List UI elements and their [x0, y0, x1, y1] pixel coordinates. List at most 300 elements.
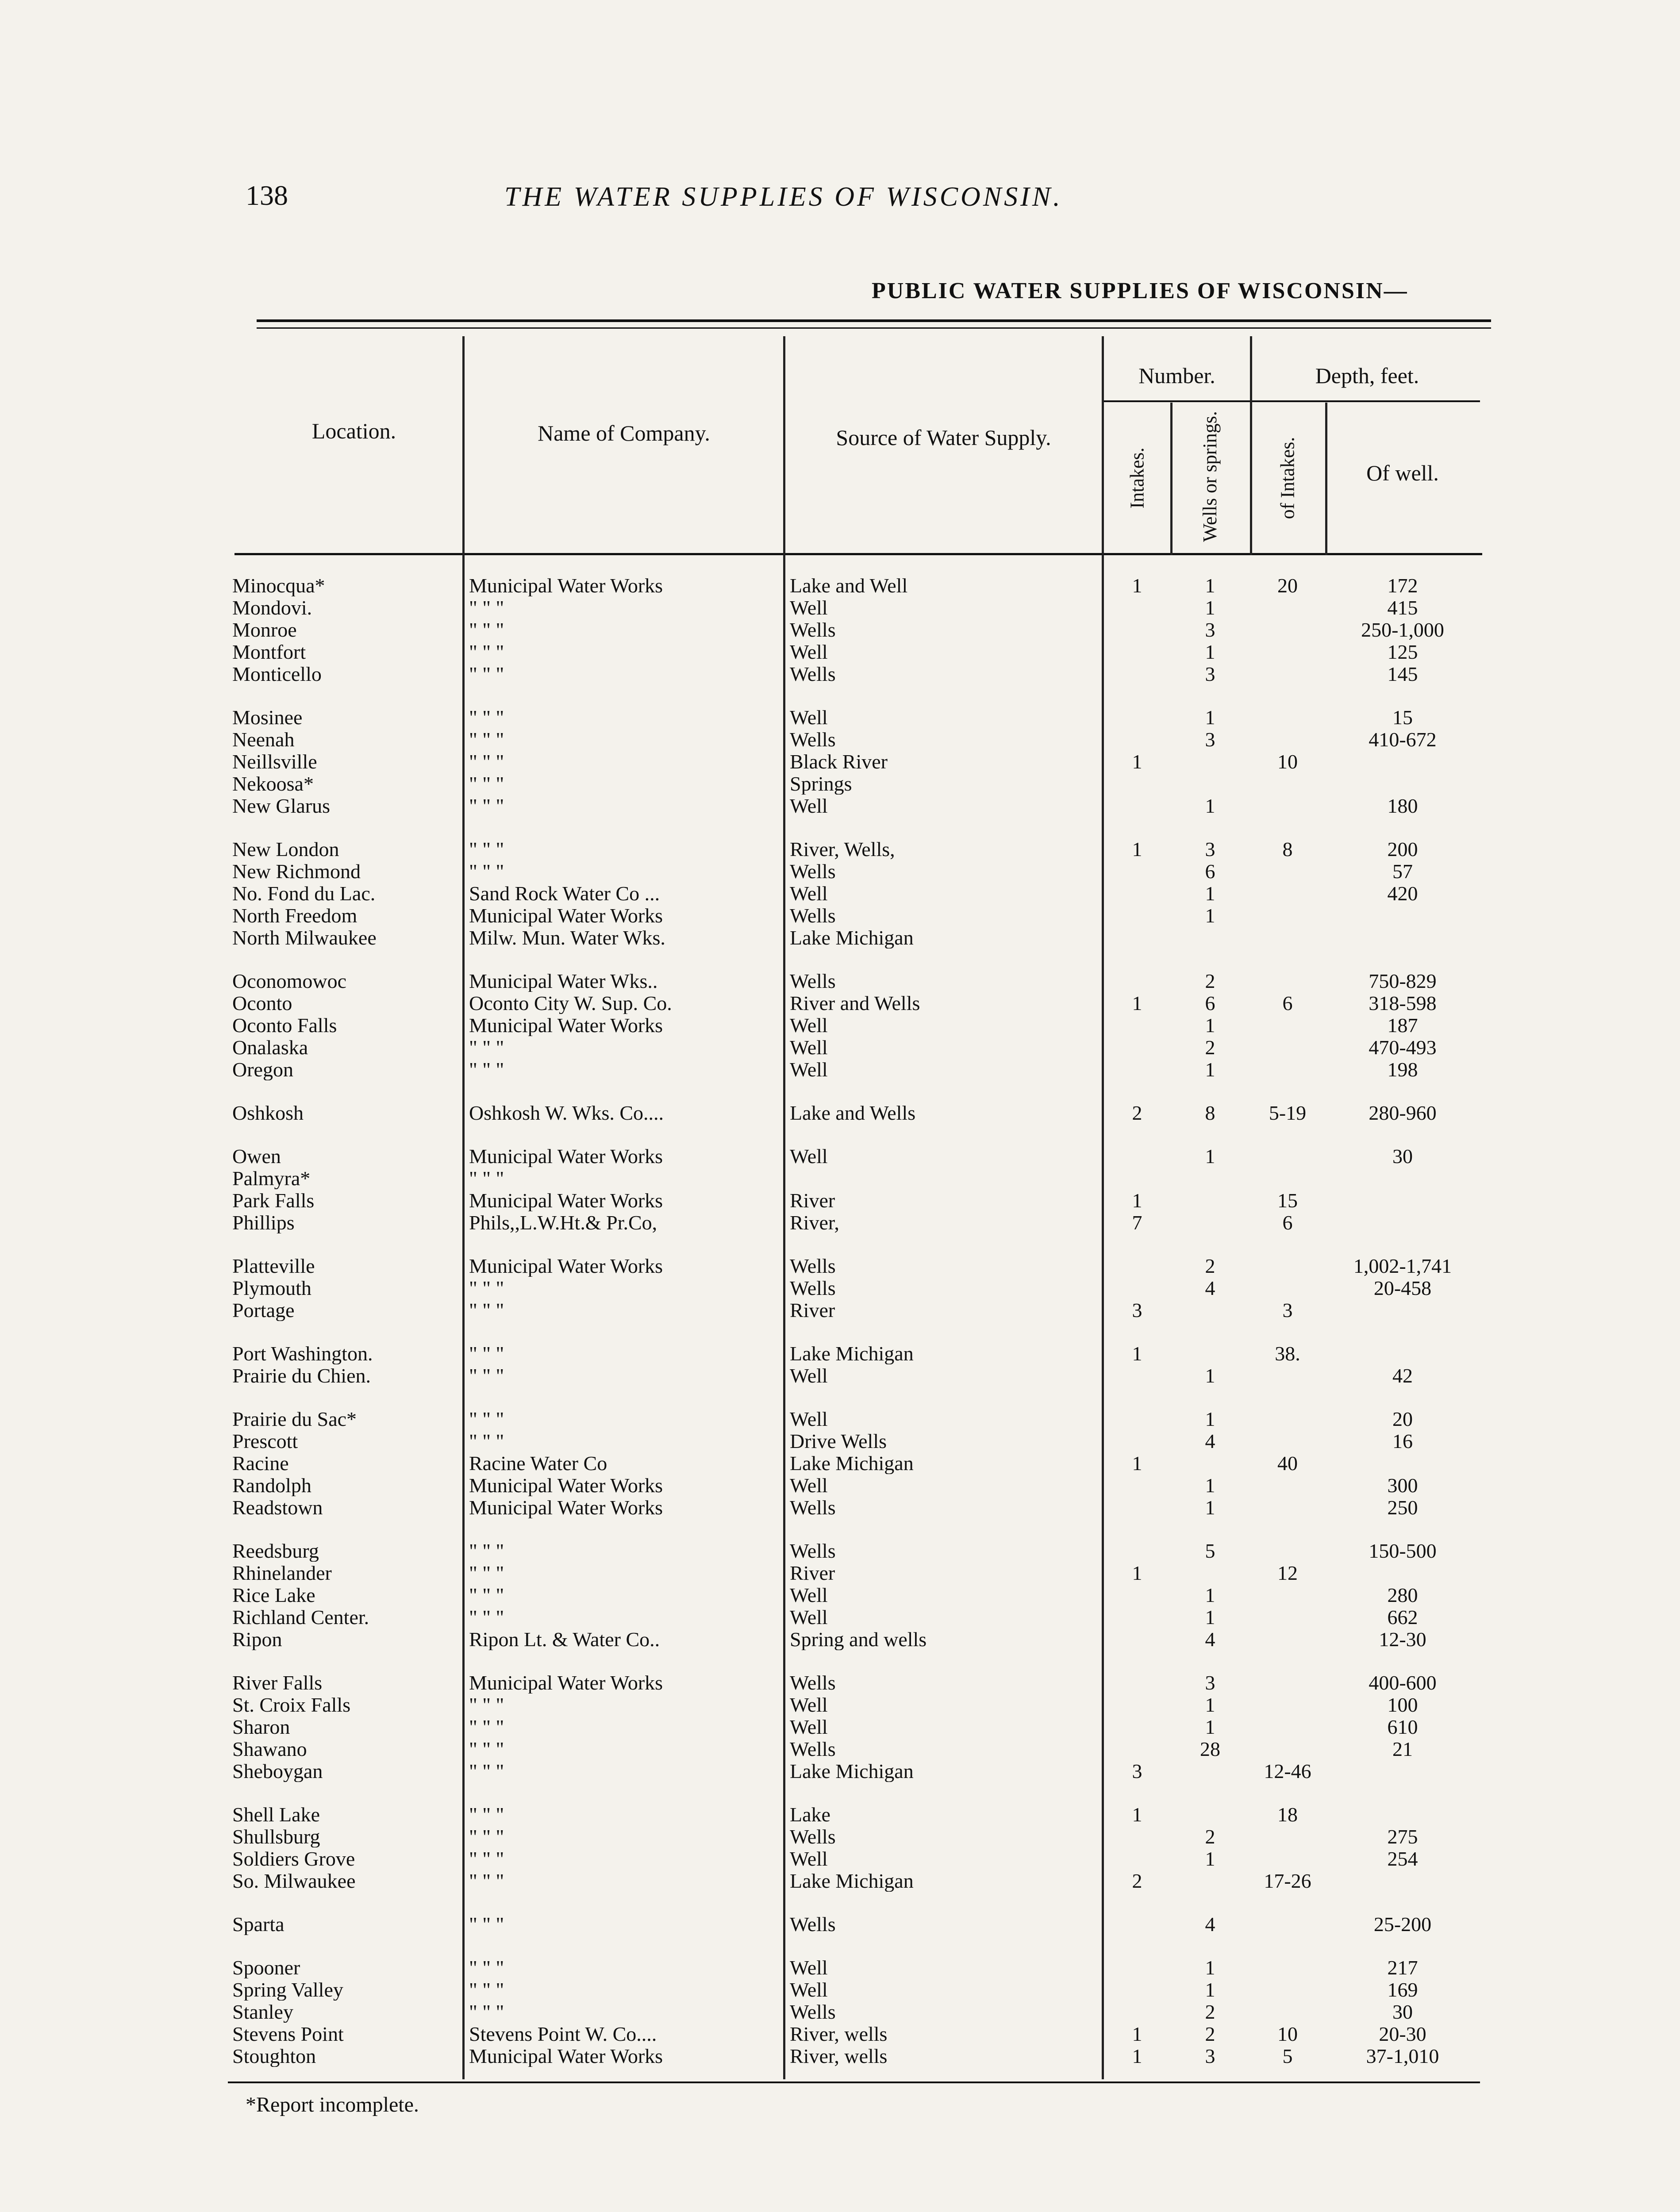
- table-row: [0, 1212, 1680, 1233]
- company-cell: Municipal Water Wks..: [469, 971, 658, 992]
- location-cell: Monroe: [232, 619, 297, 641]
- depth-intakes-cell: [1252, 1168, 1323, 1189]
- source-cell: River and Wells: [790, 993, 920, 1014]
- wells-cell: 1: [1205, 1979, 1215, 2001]
- depth-intakes-cell: [1252, 1979, 1323, 2001]
- table-row: [0, 707, 1680, 728]
- table-row: [0, 1672, 1680, 1694]
- company-cell: Oconto City W. Sup. Co.: [469, 993, 672, 1014]
- depth-well-cell: 300: [1387, 1475, 1418, 1496]
- company-cell: Sand Rock Water Co ...: [469, 883, 660, 904]
- company-cell: " " ": [469, 1037, 504, 1058]
- source-cell: Wells: [790, 1826, 836, 1847]
- source-cell: Well: [790, 1979, 828, 2001]
- source-cell: Well: [790, 1059, 828, 1080]
- depth-well-cell: 16: [1392, 1431, 1413, 1452]
- number-depth-rule: [1104, 400, 1480, 402]
- depth-well-cell: [1327, 1300, 1478, 1321]
- source-cell: River,: [790, 1212, 839, 1233]
- depth-intakes-cell: [1252, 2001, 1323, 2023]
- location-cell: New London: [232, 839, 339, 860]
- table-row: [0, 575, 1680, 596]
- depth-well-cell: 150-500: [1369, 1540, 1437, 1562]
- location-cell: River Falls: [232, 1672, 323, 1694]
- company-cell: Oshkosh W. Wks. Co....: [469, 1102, 664, 1124]
- intakes-cell: [1104, 1059, 1170, 1080]
- depth-intakes-cell: 3: [1282, 1300, 1293, 1321]
- depth-well-cell: 125: [1387, 641, 1418, 663]
- depth-intakes-cell: 12: [1277, 1563, 1298, 1584]
- company-cell: " " ": [469, 1914, 504, 1935]
- company-cell: Racine Water Co: [469, 1453, 607, 1474]
- table-row: [0, 729, 1680, 750]
- depth-well-cell: 318-598: [1369, 993, 1437, 1014]
- intakes-cell: [1104, 597, 1170, 618]
- depth-well-cell: 20: [1392, 1409, 1413, 1430]
- depth-well-cell: 415: [1387, 597, 1418, 618]
- location-cell: Port Washington.: [232, 1343, 373, 1364]
- table-row: [0, 1256, 1680, 1277]
- company-cell: Municipal Water Works: [469, 1015, 663, 1036]
- wells-cell: 2: [1205, 971, 1215, 992]
- source-cell: Wells: [790, 1540, 836, 1562]
- company-cell: " " ": [469, 1365, 504, 1386]
- intakes-cell: 1: [1132, 1190, 1142, 1211]
- depth-intakes-cell: [1252, 1475, 1323, 1496]
- location-cell: Nekoosa*: [232, 773, 314, 795]
- intakes-cell: [1104, 1585, 1170, 1606]
- footnote: *Report incomplete.: [246, 2093, 419, 2116]
- source-cell: Drive Wells: [790, 1431, 887, 1452]
- wells-cell: 3: [1205, 839, 1215, 860]
- location-cell: Spring Valley: [232, 1979, 343, 2001]
- depth-well-cell: 420: [1387, 883, 1418, 904]
- wells-cell: 8: [1205, 1102, 1215, 1124]
- source-cell: Wells: [790, 905, 836, 926]
- company-cell: " " ": [469, 707, 504, 728]
- intakes-cell: [1104, 1015, 1170, 1036]
- company-cell: " " ": [469, 861, 504, 882]
- source-cell: Well: [790, 1585, 828, 1606]
- table-row: [0, 2001, 1680, 2023]
- table-row: [0, 1694, 1680, 1716]
- table-title: PUBLIC WATER SUPPLIES OF WISCONSIN—: [872, 278, 1408, 303]
- table-row: [0, 795, 1680, 817]
- source-cell: River: [790, 1563, 835, 1584]
- wells-cell: 1: [1205, 1015, 1215, 1036]
- source-cell: Lake Michigan: [790, 1453, 914, 1474]
- table-row: [0, 1343, 1680, 1364]
- source-cell: Well: [790, 1717, 828, 1738]
- table-row: [0, 641, 1680, 663]
- wells-cell: [1173, 1870, 1248, 1892]
- location-cell: Mondovi.: [232, 597, 312, 618]
- depth-well-cell: [1327, 1453, 1478, 1474]
- source-cell: Black River: [790, 751, 888, 772]
- wells-cell: [1173, 927, 1248, 949]
- header-of-well: Of well.: [1366, 461, 1439, 485]
- wells-cell: 3: [1205, 1672, 1215, 1694]
- depth-intakes-cell: 15: [1277, 1190, 1298, 1211]
- intakes-cell: [1104, 1256, 1170, 1277]
- source-cell: Well: [790, 1848, 828, 1870]
- intakes-cell: [1104, 1431, 1170, 1452]
- source-cell: [790, 1168, 1099, 1189]
- depth-well-cell: 20-458: [1373, 1278, 1432, 1299]
- location-cell: Richland Center.: [232, 1607, 369, 1628]
- location-cell: Monticello: [232, 664, 322, 685]
- depth-well-cell: 198: [1387, 1059, 1418, 1080]
- company-cell: " " ": [469, 1343, 504, 1364]
- wells-cell: [1173, 1804, 1248, 1825]
- source-cell: Well: [790, 795, 828, 817]
- depth-intakes-cell: [1252, 1607, 1323, 1628]
- depth-intakes-cell: [1252, 1914, 1323, 1935]
- intakes-cell: [1104, 927, 1170, 949]
- intakes-cell: [1104, 861, 1170, 882]
- source-cell: Well: [790, 597, 828, 618]
- depth-intakes-cell: [1252, 883, 1323, 904]
- company-cell: Municipal Water Works: [469, 1146, 663, 1167]
- depth-intakes-cell: [1252, 1037, 1323, 1058]
- intakes-cell: [1104, 641, 1170, 663]
- location-cell: Owen: [232, 1146, 281, 1167]
- location-cell: Prairie du Chien.: [232, 1365, 371, 1386]
- company-cell: Ripon Lt. & Water Co..: [469, 1629, 660, 1650]
- wells-cell: 6: [1205, 861, 1215, 882]
- source-cell: Lake Michigan: [790, 1761, 914, 1782]
- wells-cell: 4: [1205, 1629, 1215, 1650]
- wells-cell: [1173, 773, 1248, 795]
- source-cell: Lake: [790, 1804, 830, 1825]
- location-cell: Park Falls: [232, 1190, 315, 1211]
- table-row: [0, 1409, 1680, 1430]
- location-cell: Ripon: [232, 1629, 282, 1650]
- table-row: [0, 927, 1680, 949]
- wells-cell: 2: [1205, 1037, 1215, 1058]
- location-cell: Randolph: [232, 1475, 311, 1496]
- location-cell: Readstown: [232, 1497, 323, 1518]
- header-company: Name of Company.: [538, 421, 710, 445]
- source-cell: River, Wells,: [790, 839, 895, 860]
- intakes-cell: [1104, 1278, 1170, 1299]
- location-cell: Mosinee: [232, 707, 303, 728]
- company-cell: " " ": [469, 1607, 504, 1628]
- depth-intakes-cell: [1252, 971, 1323, 992]
- company-cell: Milw. Mun. Water Wks.: [469, 927, 665, 949]
- company-cell: " " ": [469, 1979, 504, 2001]
- company-cell: " " ": [469, 1739, 504, 1760]
- location-cell: New Richmond: [232, 861, 361, 882]
- intakes-cell: [1104, 619, 1170, 641]
- company-cell: " " ": [469, 1540, 504, 1562]
- intakes-cell: 1: [1132, 1804, 1142, 1825]
- source-cell: Wells: [790, 1672, 836, 1694]
- depth-well-cell: 12-30: [1379, 1629, 1426, 1650]
- table-row: [0, 1278, 1680, 1299]
- depth-well-cell: 42: [1392, 1365, 1413, 1386]
- intakes-cell: [1104, 1694, 1170, 1716]
- intakes-cell: [1104, 1365, 1170, 1386]
- depth-intakes-cell: [1252, 664, 1323, 685]
- company-cell: " " ": [469, 664, 504, 685]
- wells-cell: 2: [1205, 1256, 1215, 1277]
- wells-cell: [1173, 1343, 1248, 1364]
- source-cell: Well: [790, 1607, 828, 1628]
- source-cell: Well: [790, 1146, 828, 1167]
- depth-intakes-cell: [1252, 861, 1323, 882]
- location-cell: Phillips: [232, 1212, 295, 1233]
- depth-well-cell: 180: [1387, 795, 1418, 817]
- source-cell: Well: [790, 1409, 828, 1430]
- intakes-cell: [1104, 1475, 1170, 1496]
- depth-well-cell: [1327, 1870, 1478, 1892]
- depth-well-cell: 1,002-1,741: [1353, 1256, 1452, 1277]
- depth-intakes-cell: 12-46: [1264, 1761, 1311, 1782]
- company-cell: " " ": [469, 1870, 504, 1892]
- wells-cell: 1: [1205, 1365, 1215, 1386]
- header-location: Location.: [311, 419, 396, 443]
- company-cell: " " ": [469, 1168, 504, 1189]
- wells-cell: 28: [1200, 1739, 1220, 1760]
- depth-well-cell: [1327, 927, 1478, 949]
- wells-cell: [1173, 1168, 1248, 1189]
- depth-intakes-cell: [1252, 1059, 1323, 1080]
- company-cell: Municipal Water Works: [469, 575, 663, 596]
- source-cell: Lake Michigan: [790, 1343, 914, 1364]
- depth-intakes-cell: [1252, 1717, 1323, 1738]
- table-row: [0, 1761, 1680, 1782]
- intakes-cell: [1104, 664, 1170, 685]
- depth-intakes-cell: 10: [1277, 751, 1298, 772]
- location-cell: Prescott: [232, 1431, 298, 1452]
- location-cell: Oshkosh: [232, 1102, 304, 1124]
- depth-well-cell: [1327, 1212, 1478, 1233]
- source-cell: Wells: [790, 2001, 836, 2023]
- col-divider-4: [1170, 403, 1173, 555]
- source-cell: Lake and Wells: [790, 1102, 916, 1124]
- depth-intakes-cell: [1252, 597, 1323, 618]
- depth-intakes-cell: [1252, 619, 1323, 641]
- header-wells-or-springs: Wells or springs.: [1199, 411, 1221, 542]
- depth-intakes-cell: [1252, 1739, 1323, 1760]
- depth-intakes-cell: [1252, 1957, 1323, 1978]
- depth-intakes-cell: 18: [1277, 1804, 1298, 1825]
- source-cell: Well: [790, 1475, 828, 1496]
- table-row: [0, 1979, 1680, 2001]
- source-cell: Wells: [790, 861, 836, 882]
- source-cell: Wells: [790, 664, 836, 685]
- depth-intakes-cell: 40: [1277, 1453, 1298, 1474]
- location-cell: Sparta: [232, 1914, 284, 1935]
- wells-cell: [1173, 1212, 1248, 1233]
- depth-well-cell: 187: [1387, 1015, 1418, 1036]
- location-cell: Oconomowoc: [232, 971, 347, 992]
- depth-well-cell: 21: [1392, 1739, 1413, 1760]
- depth-intakes-cell: [1252, 1409, 1323, 1430]
- table-row: [0, 1365, 1680, 1386]
- depth-intakes-cell: 5: [1282, 2046, 1293, 2067]
- wells-cell: 1: [1205, 1497, 1215, 1518]
- header-bottom-rule: [235, 553, 1482, 555]
- company-cell: " " ": [469, 751, 504, 772]
- depth-well-cell: [1327, 1168, 1478, 1189]
- table-row: [0, 861, 1680, 882]
- depth-well-cell: 217: [1387, 1957, 1418, 1978]
- source-cell: Springs: [790, 773, 852, 795]
- header-intakes: Intakes.: [1126, 447, 1148, 509]
- source-cell: Wells: [790, 1739, 836, 1760]
- wells-cell: 1: [1205, 1475, 1215, 1496]
- table-row: [0, 1102, 1680, 1124]
- location-cell: Shawano: [232, 1739, 307, 1760]
- wells-cell: 2: [1205, 2024, 1215, 2045]
- intakes-cell: [1104, 1826, 1170, 1847]
- location-cell: Oconto: [232, 993, 292, 1014]
- company-cell: Phils,,L.W.Ht.& Pr.Co,: [469, 1212, 657, 1233]
- depth-well-cell: 145: [1387, 664, 1418, 685]
- depth-well-cell: [1327, 1190, 1478, 1211]
- wells-cell: 1: [1205, 883, 1215, 904]
- intakes-cell: [1104, 971, 1170, 992]
- intakes-cell: [1104, 1146, 1170, 1167]
- intakes-cell: [1104, 707, 1170, 728]
- wells-cell: 1: [1205, 1694, 1215, 1716]
- page-number: 138: [246, 180, 288, 211]
- intakes-cell: 1: [1132, 839, 1142, 860]
- company-cell: " " ": [469, 619, 504, 641]
- table-top-rule-thin: [257, 327, 1491, 329]
- source-cell: River: [790, 1300, 835, 1321]
- table-row: [0, 1607, 1680, 1628]
- depth-intakes-cell: 20: [1277, 575, 1298, 596]
- header-number: Number.: [1138, 363, 1215, 388]
- depth-well-cell: 15: [1392, 707, 1413, 728]
- table-row: [0, 751, 1680, 772]
- table-row: [0, 597, 1680, 618]
- location-cell: Rice Lake: [232, 1585, 315, 1606]
- depth-intakes-cell: 6: [1282, 1212, 1293, 1233]
- table-bottom-rule: [228, 2081, 1480, 2083]
- intakes-cell: [1104, 2001, 1170, 2023]
- location-cell: Rhinelander: [232, 1563, 332, 1584]
- wells-cell: 1: [1205, 1146, 1215, 1167]
- location-cell: No. Fond du Lac.: [232, 883, 376, 904]
- table-row: [0, 1059, 1680, 1080]
- wells-cell: [1173, 751, 1248, 772]
- intakes-cell: 1: [1132, 751, 1142, 772]
- depth-intakes-cell: [1252, 1365, 1323, 1386]
- intakes-cell: 1: [1132, 2046, 1142, 2067]
- location-cell: Oconto Falls: [232, 1015, 337, 1036]
- wells-cell: 1: [1205, 641, 1215, 663]
- table-row: [0, 1190, 1680, 1211]
- table-row: [0, 971, 1680, 992]
- company-cell: " " ": [469, 1957, 504, 1978]
- depth-well-cell: 200: [1387, 839, 1418, 860]
- header-of-intakes: of Intakes.: [1276, 437, 1299, 519]
- table-row: [0, 1475, 1680, 1496]
- depth-well-cell: 30: [1392, 1146, 1413, 1167]
- intakes-cell: 1: [1132, 2024, 1142, 2045]
- depth-intakes-cell: 10: [1277, 2024, 1298, 2045]
- depth-well-cell: 410-672: [1369, 729, 1437, 750]
- location-cell: Neillsville: [232, 751, 317, 772]
- company-cell: Municipal Water Works: [469, 1475, 663, 1496]
- table-row: [0, 1168, 1680, 1189]
- location-cell: Stevens Point: [232, 2024, 344, 2045]
- source-cell: Well: [790, 641, 828, 663]
- company-cell: " " ": [469, 1431, 504, 1452]
- table-row: [0, 883, 1680, 904]
- wells-cell: 1: [1205, 575, 1215, 596]
- source-cell: River: [790, 1190, 835, 1211]
- depth-intakes-cell: [1252, 1585, 1323, 1606]
- wells-cell: 3: [1205, 664, 1215, 685]
- company-cell: " " ": [469, 1826, 504, 1847]
- source-cell: Lake Michigan: [790, 1870, 914, 1892]
- depth-well-cell: 57: [1392, 861, 1413, 882]
- intakes-cell: [1104, 1979, 1170, 2001]
- depth-intakes-cell: [1252, 1015, 1323, 1036]
- depth-intakes-cell: [1252, 641, 1323, 663]
- wells-cell: 1: [1205, 1059, 1215, 1080]
- company-cell: Municipal Water Works: [469, 1497, 663, 1518]
- source-cell: Well: [790, 1015, 828, 1036]
- table-row: [0, 773, 1680, 795]
- depth-intakes-cell: 17-26: [1264, 1870, 1311, 1892]
- company-cell: Municipal Water Works: [469, 905, 663, 926]
- intakes-cell: 2: [1132, 1102, 1142, 1124]
- company-cell: Municipal Water Works: [469, 2046, 663, 2067]
- company-cell: " " ": [469, 1761, 504, 1782]
- source-cell: Wells: [790, 619, 836, 641]
- running-title: THE WATER SUPPLIES OF WISCONSIN.: [504, 182, 1063, 212]
- source-cell: Well: [790, 883, 828, 904]
- location-cell: Racine: [232, 1453, 289, 1474]
- wells-cell: 6: [1205, 993, 1215, 1014]
- table-row: [0, 1497, 1680, 1518]
- intakes-cell: [1104, 1409, 1170, 1430]
- depth-well-cell: [1327, 905, 1478, 926]
- depth-intakes-cell: [1252, 905, 1323, 926]
- wells-cell: 1: [1205, 795, 1215, 817]
- intakes-cell: [1104, 1497, 1170, 1518]
- location-cell: North Milwaukee: [232, 927, 377, 949]
- table-row: [0, 1848, 1680, 1870]
- location-cell: St. Croix Falls: [232, 1694, 351, 1716]
- company-cell: " " ": [469, 1300, 504, 1321]
- depth-well-cell: 400-600: [1369, 1672, 1437, 1694]
- intakes-cell: [1104, 1168, 1170, 1189]
- location-cell: Sharon: [232, 1717, 290, 1738]
- table-row: [0, 619, 1680, 641]
- table-row: [0, 1870, 1680, 1892]
- company-cell: " " ": [469, 641, 504, 663]
- wells-cell: 4: [1205, 1278, 1215, 1299]
- table-row: [0, 1739, 1680, 1760]
- depth-well-cell: [1327, 1563, 1478, 1584]
- depth-well-cell: 662: [1387, 1607, 1418, 1628]
- source-cell: Well: [790, 1037, 828, 1058]
- table-row: [0, 1300, 1680, 1321]
- source-cell: Spring and wells: [790, 1629, 927, 1650]
- location-cell: Shullsburg: [232, 1826, 320, 1847]
- intakes-cell: 3: [1132, 1300, 1142, 1321]
- company-cell: " " ": [469, 729, 504, 750]
- table-row: [0, 1629, 1680, 1650]
- source-cell: River, wells: [790, 2024, 888, 2045]
